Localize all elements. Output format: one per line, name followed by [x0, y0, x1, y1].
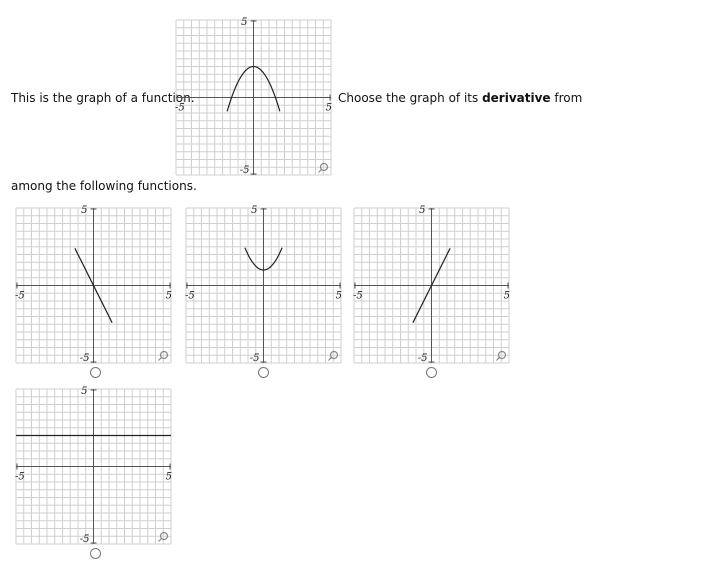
derivative-keyword: derivative [482, 91, 551, 105]
continuation-text [11, 179, 197, 193]
graph-canvas [15, 205, 172, 364]
y-max-label: 5 [81, 205, 88, 216]
magnifier-handle [159, 539, 162, 542]
y-min-label: -5 [417, 353, 428, 364]
magnifier-handle [319, 170, 322, 173]
y-min-label: -5 [79, 534, 90, 545]
y-min-label: -5 [249, 353, 260, 364]
option-4-radio[interactable] [90, 548, 101, 559]
option-graph-4[interactable] [15, 386, 172, 545]
y-min-label: -5 [239, 165, 250, 176]
option-2-radio[interactable] [258, 367, 269, 378]
y-min-label: -5 [79, 353, 90, 364]
y-max-label: 5 [81, 386, 88, 397]
x-min-label: -5 [15, 471, 25, 483]
x-max-label: 5 [165, 290, 172, 302]
x-min-label: -5 [15, 290, 25, 302]
intro-text-before: This is the graph of a function. [11, 91, 195, 105]
y-max-label: 5 [241, 17, 248, 28]
given-function-graph[interactable] [175, 17, 332, 176]
graph-canvas [353, 205, 510, 364]
choose-text-prefix: Choose the graph of its [338, 91, 483, 105]
choose-text [338, 91, 582, 105]
graph-canvas [15, 386, 172, 545]
option-1-radio[interactable] [90, 367, 101, 378]
magnifier-handle [329, 358, 332, 361]
y-max-label: 5 [251, 205, 258, 216]
x-max-label: 5 [165, 471, 172, 483]
x-min-label: -5 [353, 290, 363, 302]
option-3-radio[interactable] [426, 367, 437, 378]
x-max-label: 5 [503, 290, 510, 302]
continuation-text-body: among the following functions. [11, 179, 197, 193]
intro-text [11, 91, 195, 105]
x-min-label: -5 [185, 290, 195, 302]
magnifier-handle [159, 358, 162, 361]
x-max-label: 5 [325, 102, 332, 114]
y-max-label: 5 [419, 205, 426, 216]
magnifier-handle [497, 358, 500, 361]
choose-text-suffix: from [550, 91, 583, 105]
option-graph-3[interactable] [353, 205, 510, 364]
x-min-label: -5 [175, 102, 185, 114]
option-graph-1[interactable] [15, 205, 172, 364]
option-graph-2[interactable] [185, 205, 342, 364]
x-max-label: 5 [335, 290, 342, 302]
graph-canvas [175, 17, 332, 176]
graph-canvas [185, 205, 342, 364]
